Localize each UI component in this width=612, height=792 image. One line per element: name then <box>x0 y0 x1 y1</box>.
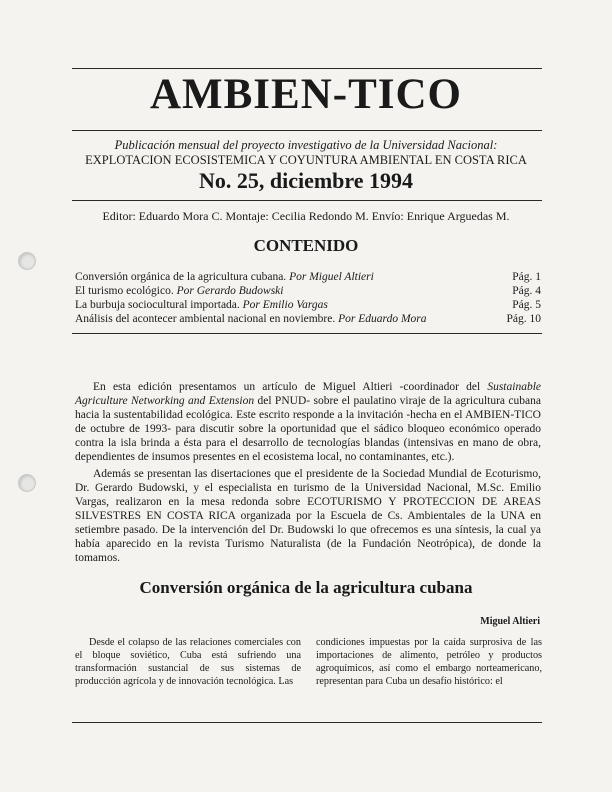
masthead-title: AMBIEN-TICO <box>149 71 463 118</box>
masthead-project: EXPLOTACION ECOSISTEMICA Y COYUNTURA AMBIENTAL EN COSTA RICA <box>85 153 527 167</box>
toc-entry <box>75 298 328 312</box>
intro-text: En esta edición presentamos un artículo de Miguel Altieri -coordinador del <box>93 381 488 393</box>
toc-item <box>75 284 541 298</box>
intro-paragraph-2: Además se presentan las disertaciones que el presidente de la Sociedad Mundial de Ecoturismo, Dr. Gerardo Budowski, y el especialista en turismo de la Universidad Nacional, M.Sc. Emilio Vargas, realizaron en la mesa redonda sobre ECOTURISMO Y PROTECCION DE AREAS SILVESTRES EN COSTA RICA organizada por la Escuela de Cs. Ambientales de la UNA en setiembre pasado. De la intervención del Dr. Budowski lo que ofrecemos es una síntesis, la cual ya había aparecido en la revista Turismo Naturalista (de la Fundación Neotrópica), de donde la tomamos. <box>75 468 541 564</box>
toc-item <box>75 312 541 326</box>
masthead-subtitle: Publicación mensual del proyecto investigativo de la Universidad Nacional: <box>114 138 498 152</box>
toc-item <box>75 298 541 312</box>
toc-author: Por Eduardo Mora <box>338 313 427 325</box>
toc-title: Conversión orgánica de la agricultura cubana. <box>75 271 287 283</box>
contents-rule <box>72 333 542 334</box>
intro-text: del PNUD- sobre el paulatino viraje de la agricultura cubana hacia la sustentabilidad ecológica. Este escrito responde a la invitación -hecha en el AMBIEN-TICO de octubre de 1993- para discutir sobre la oportunidad que el sádico bloqueo económico operado contra la isla brinda a ésta para el desarrollo de tecnologías blandas (intensivas en mano de obra, dependientes de insumos presentes en el ecosistema local, no contaminantes, etc.). <box>75 395 541 463</box>
toc-page: Pág. 4 <box>512 285 541 297</box>
article-byline: Miguel Altieri <box>480 616 540 627</box>
article-column-right <box>316 636 542 688</box>
toc-entry <box>75 270 374 284</box>
toc-author: Por Gerardo Budowski <box>176 285 284 297</box>
toc-page: Pág. 10 <box>506 313 541 325</box>
intro-program-name: Sustainable Agriculture Networking and Extension <box>75 381 541 407</box>
toc-entry <box>75 284 283 298</box>
toc-title: El turismo ecológico. <box>75 285 174 297</box>
article-paragraph: condiciones impuestas por la caída surprosiva de las importaciones de alimento, petróleo y productos agroquímicos, así como el embargo norteamericano, representan para Cuba un desafío histórico: el <box>316 637 542 687</box>
article-title: Conversión orgánica de la agricultura cubana <box>139 578 473 597</box>
toc-author: Por Emilio Vargas <box>242 299 328 311</box>
credits-line: Editor: Eduardo Mora C. Montaje: Cecilia Redondo M. Envío: Enrique Arguedas M. <box>102 209 510 223</box>
editorial-intro <box>75 380 541 565</box>
article-paragraph: Desde el colapso de las relaciones comerciales con el bloque soviético, Cuba está sufriendo una transformación sustancial de sus sistemas de producción agrícola y de innovación tecnológica. Las <box>75 637 301 687</box>
table-of-contents <box>75 270 541 326</box>
article-column-left <box>75 636 301 688</box>
toc-entry <box>75 312 427 326</box>
binder-hole-top <box>18 252 36 270</box>
top-rule <box>72 68 542 69</box>
masthead-rule <box>72 130 542 131</box>
issue-rule <box>72 200 542 201</box>
toc-title: La burbuja sociocultural importada. <box>75 299 240 311</box>
toc-author: Por Miguel Altieri <box>289 271 374 283</box>
toc-page: Pág. 1 <box>512 271 541 283</box>
toc-page: Pág. 5 <box>512 299 541 311</box>
toc-item <box>75 270 541 284</box>
toc-title: Análisis del acontecer ambiental nacional en noviembre. <box>75 313 336 325</box>
binder-hole-bottom <box>18 474 36 492</box>
intro-paragraph-1 <box>75 380 541 464</box>
contents-heading: CONTENIDO <box>253 236 359 255</box>
issue-number: No. 25, diciembre 1994 <box>198 168 414 193</box>
bottom-rule <box>72 722 542 723</box>
